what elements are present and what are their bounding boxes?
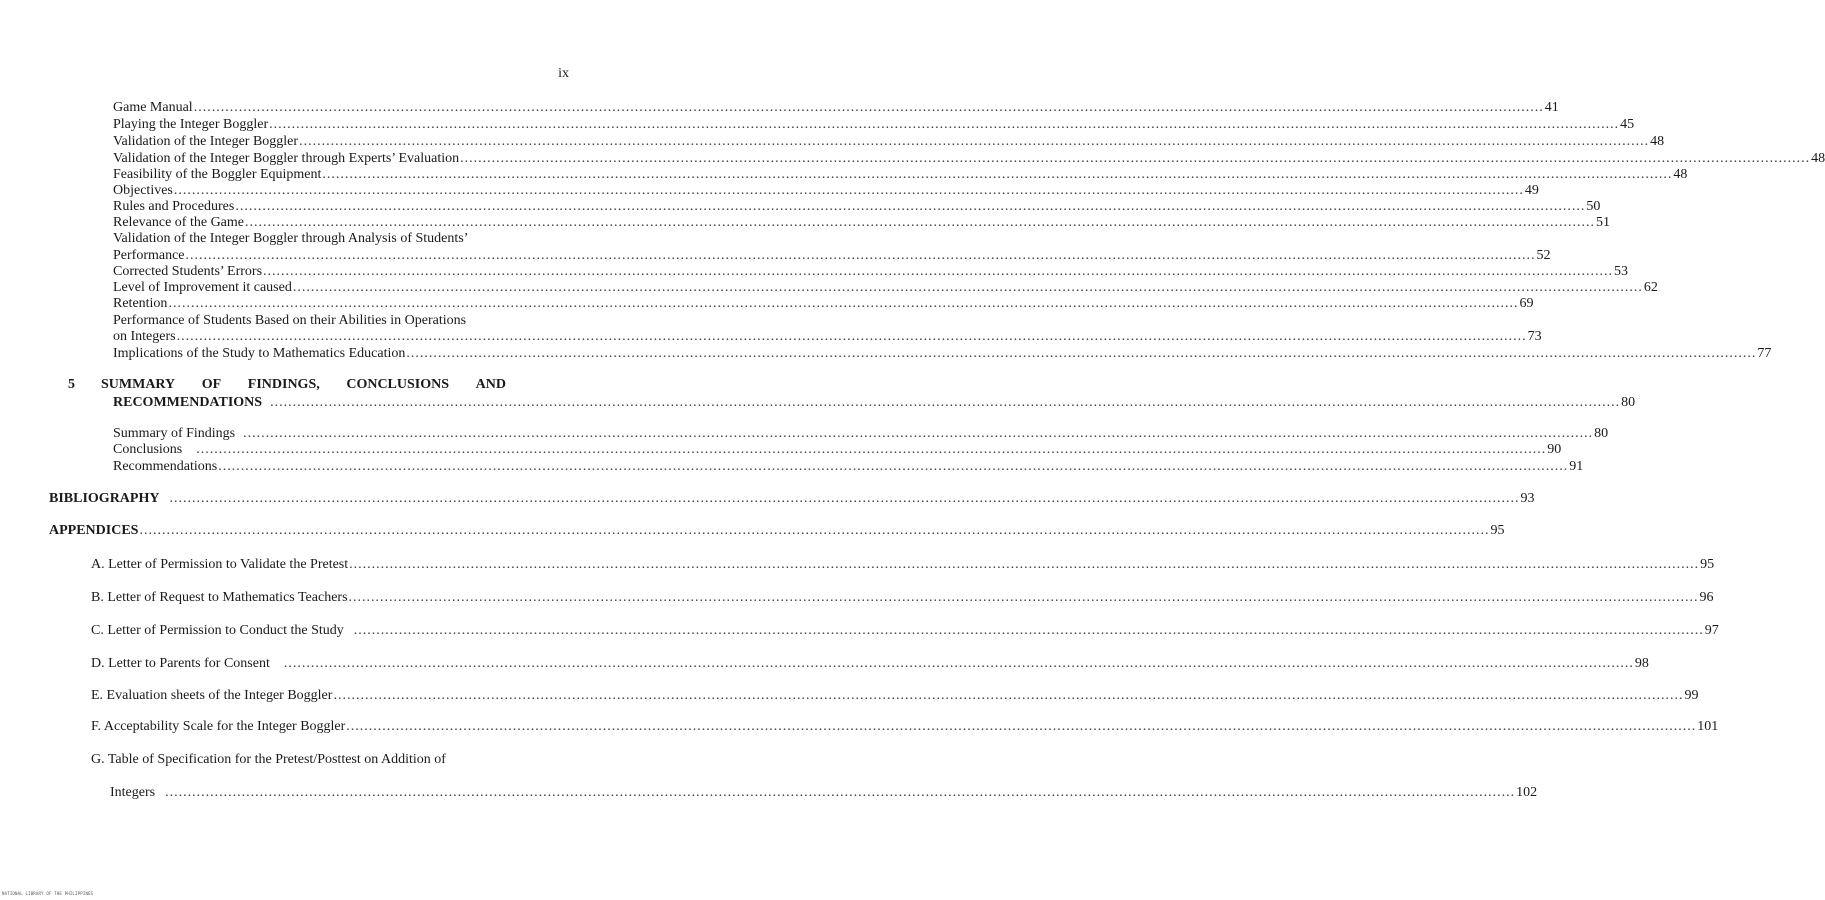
leader-dots: ............................................................................................................................................................................................................................................................................................................: [348, 590, 1699, 605]
toc-entry-title: BIBLIOGRAPHY: [49, 491, 160, 506]
leader-dots: ............................................................................................................................................................................................................................................................................................................: [168, 296, 1519, 311]
toc-entry: [113, 346, 1772, 362]
appendix-item-title: F. Acceptability Scale for the Integer Boggler: [91, 719, 346, 734]
toc-entry-title: Feasibility of the Boggler Equipment: [113, 167, 322, 182]
toc-entry-page: 41: [1544, 100, 1559, 115]
leader-dots: ............................................................................................................................................................................................................................................................................................................: [196, 442, 1547, 457]
toc-entry-appendices: [49, 523, 1505, 539]
toc-entry-page: 69: [1519, 296, 1534, 311]
leader-dots: ............................................................................................................................................................................................................................................................................................................: [139, 523, 1490, 538]
toc-entry: [113, 395, 1636, 411]
toc-entry-page: 48: [1811, 151, 1825, 166]
chapter-heading-word: AND: [475, 377, 506, 392]
appendix-item: [91, 656, 1649, 672]
toc-entry: [113, 329, 1542, 345]
toc-entry-title: Performance: [113, 248, 185, 263]
leader-dots: ............................................................................................................................................................................................................................................................................................................: [322, 167, 1673, 182]
toc-entry-title: Summary of Findings: [113, 426, 236, 441]
leader-dots: ............................................................................................................................................................................................................................................................................................................: [269, 117, 1620, 132]
toc-entry-page: 80: [1621, 395, 1636, 410]
toc-entry-title: on Integers: [113, 329, 176, 344]
appendix-item-title: A. Letter of Permission to Validate the Pretest: [91, 557, 349, 572]
toc-entry-title: Rules and Procedures: [113, 199, 235, 214]
leader-dots: ............................................................................................................................................................................................................................................................................................................: [218, 459, 1569, 474]
leader-dots: ............................................................................................................................................................................................................................................................................................................: [176, 329, 1527, 344]
toc-entry-page: 50: [1586, 199, 1601, 214]
toc-entry: [113, 280, 1658, 296]
chapter-heading-word: OF: [201, 377, 222, 392]
chapter-heading: [101, 377, 506, 393]
toc-entry-title: Level of Improvement it caused: [113, 280, 292, 295]
toc-entry-title-line1: Performance of Students Based on their Abilities in Operations: [113, 313, 467, 328]
toc-entry-title: APPENDICES: [49, 523, 139, 538]
toc-entry: [113, 167, 1688, 183]
leader-dots: ............................................................................................................................................................................................................................................................................................................: [333, 688, 1684, 703]
toc-entry: [113, 264, 1629, 280]
appendix-item: [91, 590, 1714, 606]
toc-entry: [113, 134, 1665, 150]
toc-entry-page: 49: [1524, 183, 1539, 198]
chapter-heading-word: FINDINGS,: [247, 377, 320, 392]
leader-dots: ............................................................................................................................................................................................................................................................................................................: [173, 183, 1524, 198]
appendix-item: [91, 557, 1715, 573]
toc-entry: [113, 426, 1609, 442]
toc-entry-page: 95: [1490, 523, 1505, 538]
appendix-item-page: 95: [1700, 557, 1715, 572]
leader-dots: ............................................................................................................................................................................................................................................................................................................: [235, 199, 1586, 214]
toc-entry-page: 77: [1757, 346, 1772, 361]
appendix-item-title: Integers: [110, 785, 156, 800]
toc-entry-page: 90: [1547, 442, 1562, 457]
leader-dots: ............................................................................................................................................................................................................................................................................................................: [165, 785, 1516, 800]
toc-entry-page: 73: [1527, 329, 1542, 344]
toc-entry: [113, 215, 1610, 231]
leader-dots: ............................................................................................................................................................................................................................................................................................................: [353, 623, 1704, 638]
toc-entry-page: 48: [1673, 167, 1688, 182]
leader-dots: ............................................................................................................................................................................................................................................................................................................: [299, 134, 1650, 149]
appendix-item-title: B. Letter of Request to Mathematics Teachers: [91, 590, 348, 605]
toc-entry-title: Validation of the Integer Boggler through Experts’ Evaluation: [113, 151, 460, 166]
appendix-item-page: 99: [1684, 688, 1699, 703]
appendix-item: [110, 785, 1538, 801]
toc-entry: [113, 183, 1539, 199]
appendix-item-title: E. Evaluation sheets of the Integer Boggler: [91, 688, 333, 703]
toc-entry-title: Playing the Integer Boggler: [113, 117, 269, 132]
leader-dots: ............................................................................................................................................................................................................................................................................................................: [193, 100, 1544, 115]
appendix-item-page: 98: [1634, 656, 1649, 671]
toc-entry: [113, 248, 1551, 264]
leader-dots: ............................................................................................................................................................................................................................................................................................................: [283, 656, 1634, 671]
appendix-item-title: C. Letter of Permission to Conduct the Study: [91, 623, 344, 638]
leader-dots: ............................................................................................................................................................................................................................................................................................................: [346, 719, 1697, 734]
leader-dots: ............................................................................................................................................................................................................................................................................................................: [185, 248, 1536, 263]
toc-entry-page: 48: [1650, 134, 1665, 149]
toc-entry-title: Objectives: [113, 183, 173, 198]
toc-entry-title: Game Manual: [113, 100, 193, 115]
appendix-item-page: 101: [1697, 719, 1719, 734]
leader-dots: ............................................................................................................................................................................................................................................................................................................: [292, 280, 1643, 295]
page-number: ix: [558, 66, 569, 81]
leader-dots: ............................................................................................................................................................................................................................................................................................................: [243, 426, 1594, 441]
leader-dots: ............................................................................................................................................................................................................................................................................................................: [245, 215, 1595, 230]
leader-dots: ............................................................................................................................................................................................................................................................................................................: [406, 346, 1757, 361]
toc-entry-page: 80: [1594, 426, 1609, 441]
toc-entry: [113, 100, 1559, 116]
leader-dots: ............................................................................................................................................................................................................................................................................................................: [169, 491, 1520, 506]
toc-entry: [113, 459, 1584, 475]
chapter-heading-word: SUMMARY: [101, 377, 176, 392]
toc-entry-title: Validation of the Integer Boggler: [113, 134, 299, 149]
toc-entry-page: 51: [1596, 215, 1610, 230]
appendix-item: [91, 623, 1719, 639]
appendix-item: [91, 719, 1719, 735]
appendix-item-title: D. Letter to Parents for Consent: [91, 656, 270, 671]
appendix-item: [91, 688, 1699, 704]
toc-entry-page: 52: [1536, 248, 1551, 263]
toc-entry-page: 53: [1614, 264, 1629, 279]
toc-entry-title: Conclusions: [113, 442, 183, 457]
toc-entry-page: 45: [1620, 117, 1635, 132]
toc-entry-title: Implications of the Study to Mathematics Education: [113, 346, 406, 361]
chapter-number: 5: [68, 377, 75, 392]
appendix-item-page: 97: [1704, 623, 1719, 638]
toc-entry: [113, 442, 1562, 458]
toc-entry: [113, 117, 1635, 133]
toc-entry-title: Corrected Students’ Errors: [113, 264, 263, 279]
toc-entry: [113, 296, 1534, 312]
toc-entry-page: 93: [1520, 491, 1535, 506]
toc-entry-title: Relevance of the Game: [113, 215, 244, 230]
appendix-item-title-line1: G. Table of Specification for the Pretest/Posttest on Addition of: [91, 752, 446, 767]
appendix-item-page: 96: [1699, 590, 1714, 605]
toc-entry-bibliography: [49, 491, 1535, 507]
toc-entry: [113, 199, 1601, 215]
chapter-heading-word: CONCLUSIONS: [346, 377, 450, 392]
appendix-item-page: 102: [1516, 785, 1538, 800]
toc-entry-title: RECOMMENDATIONS: [113, 395, 263, 410]
leader-dots: ............................................................................................................................................................................................................................................................................................................: [460, 151, 1811, 166]
toc-entry-page: 62: [1643, 280, 1658, 295]
toc-entry: [113, 151, 1825, 167]
leader-dots: ............................................................................................................................................................................................................................................................................................................: [270, 395, 1621, 410]
toc-entry-title: Recommendations: [113, 459, 218, 474]
leader-dots: ............................................................................................................................................................................................................................................................................................................: [349, 557, 1700, 572]
leader-dots: ............................................................................................................................................................................................................................................................................................................: [263, 264, 1614, 279]
toc-entry-title: Retention: [113, 296, 168, 311]
toc-entry-title-line1: Validation of the Integer Boggler through Analysis of Students’: [113, 231, 469, 246]
toc-entry-page: 91: [1569, 459, 1584, 474]
footer-text: NATIONAL LIBRARY OF THE PHILIPPINES: [2, 891, 94, 896]
